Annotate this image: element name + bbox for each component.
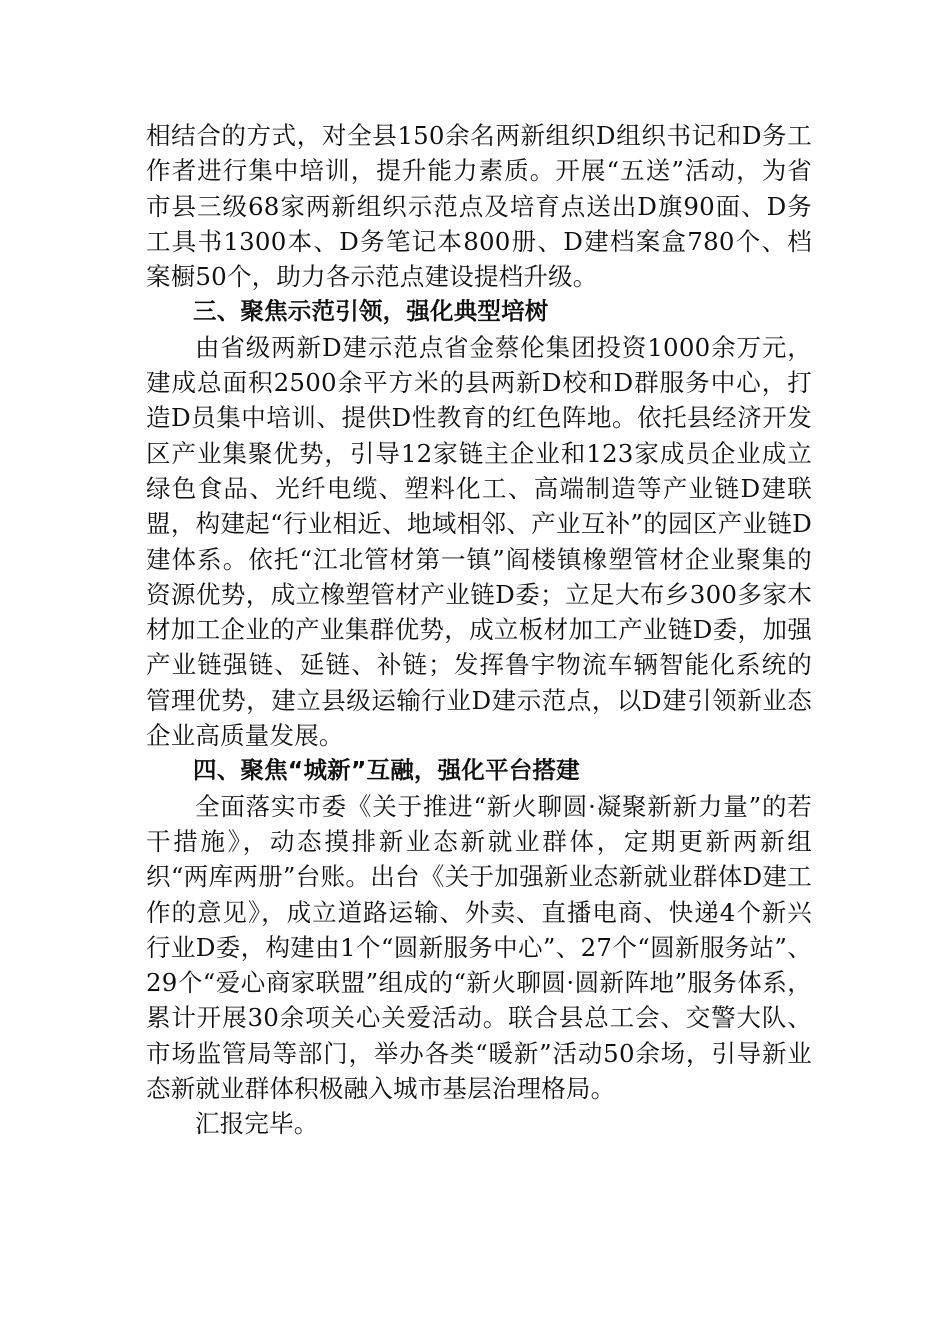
section-heading-4: 四、聚焦“城新”互融，强化平台搭建 — [193, 756, 580, 785]
paragraph-section-3: 由省级两新D建示范点省金蔡伦集团投资1000余万元，建成总面积2500余平方米的县两新D校和D群服务中心，打造D员集中培训、提供D性教育的红色阵地。依托县经济开发区产业集聚优势，引导12家链主企业和123家成员企业成立绿色食品、光纤电缆、塑料化工、高端制造等产业链D建联盟，构建起“行业相近、地域相邻、产业互补”的园区产业链D建体系。依托“江北管材第一镇”阎楼镇橡塑管材企业聚集的资源优势，成立橡塑管材产业链D委；立足大布乡300多家木材加工企业的产业集群优势，成立板材加工产业链D委，加强产业链强链、延链、补链；发挥鲁宇物流车辆智能化系统的管理优势，建立县级运输行业D建示范点，以D建引领新业态企业高质量发展。 — [146, 332, 812, 751]
section-heading-3: 三、聚焦示范引领，强化典型培树 — [193, 297, 549, 326]
paragraph-continuation: 相结合的方式，对全县150余名两新组织D组织书记和D务工作者进行集中培训，提升能力素质。开展“五送”活动，为省市县三级68家两新组织示范点及培育点送出D旗90面、D务工具书1300本、D务笔记本800册、D建档案盒780个、档案橱50个，助力各示范点建设提档升级。 — [146, 121, 812, 292]
paragraph-closing: 汇报完毕。 — [195, 1109, 319, 1139]
document-body — [146, 118, 812, 1142]
paragraph-section-4: 全面落实市委《关于推进“新火聊圆·凝聚新新力量”的若干措施》，动态摸排新业态新就业群体，定期更新两新组织“两库两册”台账。出台《关于加强新业态新就业群体D建工作的意见》，成立道路运输、外卖、直播电商、快递4个新兴行业D委，构建由1个“圆新服务中心”、27个“圆新服务站”、29个“爱心商家联盟”组成的“新火聊圆·圆新阵地”服务体系，累计开展30余项关心关爱活动。联合县总工会、交警大队、市场监管局等部门，举办各类“暖新”活动50余场，引导新业态新就业群体积极融入城市基层治理格局。 — [146, 791, 812, 1104]
